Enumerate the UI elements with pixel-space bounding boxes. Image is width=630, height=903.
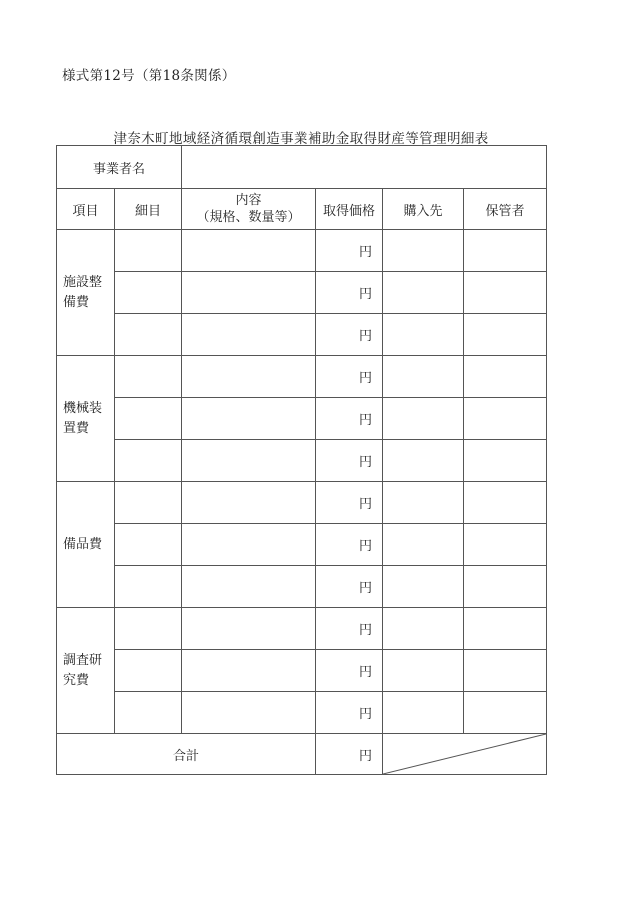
detail-cell[interactable]: [115, 314, 182, 356]
form-number-label: 様式第12号（第18条関係）: [62, 68, 236, 84]
header-vendor: 購入先: [383, 189, 464, 230]
vendor-cell[interactable]: [383, 356, 464, 398]
price-cell[interactable]: 円: [316, 398, 383, 440]
vendor-cell[interactable]: [383, 608, 464, 650]
header-content: [182, 189, 316, 230]
vendor-cell[interactable]: [383, 272, 464, 314]
keeper-cell[interactable]: [464, 692, 547, 734]
keeper-cell[interactable]: [464, 272, 547, 314]
price-cell[interactable]: 円: [316, 524, 383, 566]
detail-cell[interactable]: [115, 524, 182, 566]
detail-cell[interactable]: [115, 272, 182, 314]
vendor-cell[interactable]: [383, 692, 464, 734]
category-label-line1: 調査研: [63, 652, 103, 668]
price-cell[interactable]: 円: [316, 566, 383, 608]
content-cell[interactable]: [182, 650, 316, 692]
vendor-cell[interactable]: [383, 650, 464, 692]
detail-cell[interactable]: [115, 482, 182, 524]
vendor-cell[interactable]: [383, 524, 464, 566]
keeper-cell[interactable]: [464, 650, 547, 692]
content-cell[interactable]: [182, 608, 316, 650]
table-row: [57, 482, 547, 524]
category-label-line1: 機械装: [63, 400, 103, 416]
content-cell[interactable]: [182, 440, 316, 482]
category-label-line2: 究費: [63, 672, 90, 688]
total-diagonal-cell: [383, 734, 547, 775]
vendor-cell[interactable]: [383, 482, 464, 524]
price-cell[interactable]: 円: [316, 650, 383, 692]
table-row: [57, 692, 547, 734]
price-cell[interactable]: 円: [316, 440, 383, 482]
table-row: [57, 272, 547, 314]
content-cell[interactable]: [182, 692, 316, 734]
table-row: [57, 398, 547, 440]
detail-cell[interactable]: [115, 692, 182, 734]
table-row: [57, 608, 547, 650]
vendor-cell[interactable]: [383, 398, 464, 440]
price-cell[interactable]: 円: [316, 356, 383, 398]
keeper-cell[interactable]: [464, 524, 547, 566]
detail-cell[interactable]: [115, 230, 182, 272]
business-name-label: 事業者名: [57, 146, 182, 189]
header-keeper: 保管者: [464, 189, 547, 230]
category-facility: [57, 230, 115, 356]
asset-management-table: [56, 145, 547, 775]
category-label-line2: 置費: [63, 420, 90, 436]
content-cell[interactable]: [182, 314, 316, 356]
category-equipment: [57, 482, 115, 608]
keeper-cell[interactable]: [464, 356, 547, 398]
header-price: 取得価格: [316, 189, 383, 230]
business-name-row: [57, 146, 547, 189]
detail-cell[interactable]: [115, 566, 182, 608]
keeper-cell[interactable]: [464, 608, 547, 650]
detail-cell[interactable]: [115, 356, 182, 398]
keeper-cell[interactable]: [464, 398, 547, 440]
detail-cell[interactable]: [115, 398, 182, 440]
vendor-cell[interactable]: [383, 566, 464, 608]
price-cell[interactable]: 円: [316, 230, 383, 272]
category-machinery: [57, 356, 115, 482]
content-cell[interactable]: [182, 230, 316, 272]
price-cell[interactable]: 円: [316, 272, 383, 314]
business-name-field[interactable]: [182, 146, 547, 189]
detail-cell[interactable]: [115, 650, 182, 692]
vendor-cell[interactable]: [383, 230, 464, 272]
vendor-cell[interactable]: [383, 314, 464, 356]
total-label: 合計: [57, 734, 316, 775]
table-row: [57, 440, 547, 482]
keeper-cell[interactable]: [464, 230, 547, 272]
total-row: [57, 734, 547, 775]
keeper-cell[interactable]: [464, 482, 547, 524]
header-content-line1: 内容: [235, 193, 262, 208]
column-header-row: [57, 189, 547, 230]
header-detail: 細目: [115, 189, 182, 230]
table-row: [57, 650, 547, 692]
content-cell[interactable]: [182, 524, 316, 566]
category-research: [57, 608, 115, 734]
detail-cell[interactable]: [115, 608, 182, 650]
diagonal-line: [383, 734, 546, 774]
category-label-line1: 備品費: [63, 536, 103, 552]
document-title: 津奈木町地域経済循環創造事業補助金取得財産等管理明細表: [113, 131, 489, 147]
content-cell[interactable]: [182, 356, 316, 398]
keeper-cell[interactable]: [464, 314, 547, 356]
content-cell[interactable]: [182, 272, 316, 314]
category-label-line1: 施設整: [63, 274, 103, 290]
total-price-cell[interactable]: 円: [316, 734, 383, 775]
table-row: [57, 230, 547, 272]
keeper-cell[interactable]: [464, 566, 547, 608]
header-item: 項目: [57, 189, 115, 230]
header-content-line2: （規格、数量等）: [196, 210, 301, 225]
price-cell[interactable]: 円: [316, 314, 383, 356]
table-row: [57, 356, 547, 398]
table-row: [57, 314, 547, 356]
table-row: [57, 566, 547, 608]
price-cell[interactable]: 円: [316, 608, 383, 650]
content-cell[interactable]: [182, 482, 316, 524]
price-cell[interactable]: 円: [316, 692, 383, 734]
category-label-line2: 備費: [63, 294, 90, 310]
price-cell[interactable]: 円: [316, 482, 383, 524]
keeper-cell[interactable]: [464, 440, 547, 482]
vendor-cell[interactable]: [383, 440, 464, 482]
detail-cell[interactable]: [115, 440, 182, 482]
content-cell[interactable]: [182, 566, 316, 608]
table-row: [57, 524, 547, 566]
content-cell[interactable]: [182, 398, 316, 440]
